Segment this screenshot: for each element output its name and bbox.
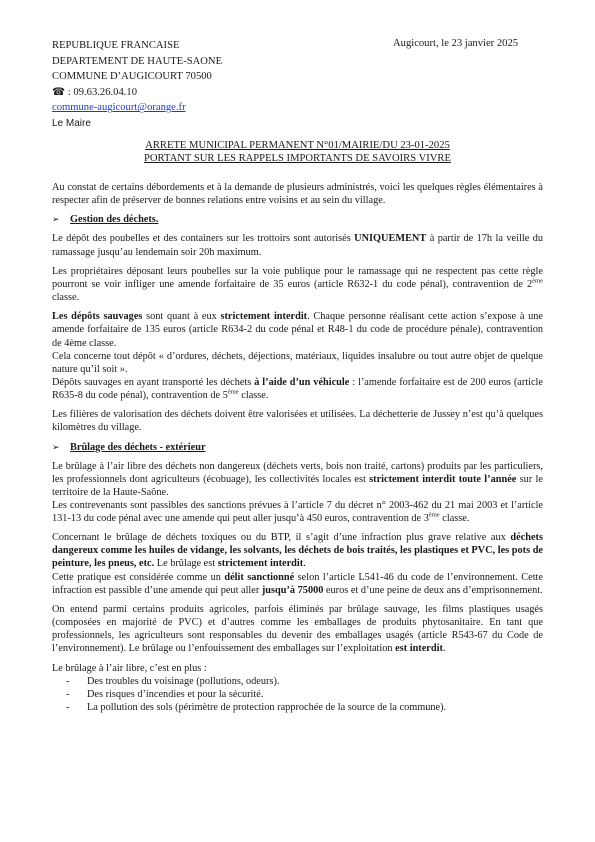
letterhead [52,38,222,132]
place-and-date: Augicourt, le 23 janvier 2025 [393,38,519,49]
list-item: - La pollution des sols (périmètre de protection rapprochée de la source de la commune). [66,701,447,713]
letterhead-email-link[interactable]: commune-augicourt@orange.fr [52,102,186,114]
paragraph-recycling: Les filières de valorisation des déchets doivent être valorisées et utilisées. La déchetterie de Jussey n’est qu’à quelques kilomètres du village. [52,409,543,434]
letterhead-phone: ☎ : 09.63.26.04.10 [52,86,137,98]
list-item: - Des troubles du voisinage (pollutions, odeurs). [66,675,280,687]
section-title-waste: Gestion des déchets. [70,214,159,226]
consequences-list [52,675,543,714]
arrow-bullet-icon: ➢ [52,441,60,452]
letterhead-signatory: Le Maire [52,117,91,129]
decree-title-line1: ARRETE MUNICIPAL PERMANENT N°01/MAIRIE/DU 23-01-2025 [145,140,450,151]
paragraph-illegal-dumping: Les dépôts sauvages sont quant à eux strictement interdit. Chaque personne réalisant cette action s’expose à une amende forfaitaire de 135 euros (article R634-2 du code pénal et R48-1 du code de procédure pénale), contravention de 4ème classe. Cela concerne tout dépôt « d’ordures, déchets, déjections, matériaux, liquides insalubre ou tout autre objet de quelque nature qu’il soit ». Dépôts sauvages en ayant transporté les déchets à l’aide d’un véhicule : l’amende forfaitaire est de 200 euros (article R635-8 du code pénal), contravention de 5ème classe. [52,311,544,401]
paragraph-consequences-intro: Le brûlage à l’air libre, c’est en plus : [52,662,207,674]
section-heading-burning [52,441,543,454]
decree-body [52,181,543,714]
letterhead-commune: COMMUNE D’AUGICOURT 70500 [52,71,212,83]
intro-paragraph: Au constat de certains débordements et à la demande de plusieurs administrés, voici les quelques règles élémentaires à respecter afin de préserver de bonnes relations entre voisins et au sein du village. [52,182,543,207]
list-item: - Des risques d’incendies et pour la sécurité. [66,688,264,700]
decree-title-line2: PORTANT SUR LES RAPPELS IMPORTANTS DE SAVOIRS VIVRE [144,153,451,164]
arrow-bullet-icon: ➢ [52,214,60,225]
paragraph-bin-hours: Le dépôt des poubelles et des containers sur les trottoirs sont autorisés UNIQUEMENT à partir de 17h la veille du ramassage jusqu’au lendemain soir 20h maximum. [52,233,544,258]
paragraph-bin-fine: Les propriétaires déposant leurs poubelles sur la voie publique pour le ramassage qui ne respectent pas cette règle pourront se voir infliger une amende forfaitaire de 35 euros (article R632-1 du code pénal), contravention de 2ème classe. [52,265,543,304]
paragraph-hazardous-waste: Concernant le brûlage de déchets toxiques ou du BTP, il s’agit d’une infraction plus grave relative aux déchets dangereux comme les huiles de vidange, les solvants, les déchets de bois traités, les plastiques et PVC, les pots de peinture, les pneus, etc. Le brûlage est strictement interdit. Cette pratique est considérée comme un délit sanctionné selon l’article L541-46 du code de l’environnement. Cette infraction est passible d’une amende qui peut aller jusqu’à 75000 euros et d’une peine de deux ans d’emprisonnement. [52,532,543,596]
section-title-burning: Brûlage des déchets - extérieur [70,441,206,453]
paragraph-burning-ban: Le brûlage à l’air libre des déchets non dangereux (déchets verts, bois non traité, cartons) produits par les particuliers, les professionnels dont agriculteurs (écobuage), les collectivités locales est strictement interdit toute l’année sur le territoire de la Haute-Saône. Les contrevenants sont passibles des sanctions prévues à l’article 7 du décret n° 2003-462 du 21 mai 2003 et l’article 131-13 du code pénal avec une amende qui peut aller jusqu’à 450 euros, contravention de 3ème classe. [52,460,543,524]
section-heading-waste [52,213,543,226]
letterhead-department: DEPARTEMENT DE HAUTE-SAONE [52,55,223,67]
paragraph-agricultural-waste: On entend parmi certains produits agricoles, parfois éliminés par brûlage sauvage, les films plastiques usagés (composées en majorité de PVC) et d’autres comme les emballages de produits phytosanitaire. En tant que professionnels, les agriculteurs sont responsables du devenir des emballages usagés (article R543-67 du Code de l’environnement). Le brûlage ou l’enfouissement des emballages sur l’exploitation est interdit. [52,603,543,655]
letterhead-republic: REPUBLIQUE FRANCAISE [52,40,180,51]
